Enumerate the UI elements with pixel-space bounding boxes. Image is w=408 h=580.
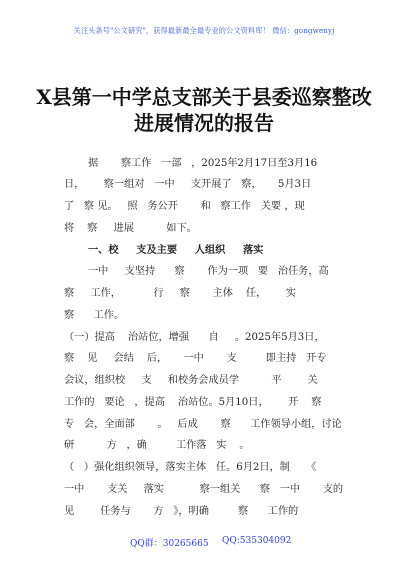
body-line-10: 察 见 会结 后， 一中 支 即主持 开专 — [64, 353, 327, 364]
body-line-12: 工作的 要论 ，提高 治站位。5月10日， 开 察 — [64, 397, 322, 408]
body-line-6: 一中 支坚持 察 作为一项 要 治任务，高 — [88, 266, 329, 277]
body-line-2: 日， 察一组对 一中 支开展了 察， 5月3日 — [64, 179, 312, 190]
body-line-7: 察 工作， 行 察 主体 任， 实 — [64, 288, 296, 299]
body-line-14: 研 方 ，确 工作落 实 。 — [64, 440, 250, 451]
section-heading-1: 一、校 支及主要 人组织 落实 — [88, 244, 264, 256]
body-line-9: （一）提高 治站位，增强 自 。2025年5月3日， — [64, 332, 325, 343]
body-line-4: 将 察 进展 如下。 — [64, 223, 197, 234]
body-line-8: 察 工作。 — [64, 310, 125, 321]
document-title — [0, 84, 408, 136]
title-line-1: X县第一中学总支部关于县委巡察整改 — [36, 85, 372, 109]
body-line-17: 见 任务与 方 》，明确 察 工作的 — [64, 506, 299, 517]
body-line-13: 专 会，全面部 。 后成 察 工作领导小组，讨论 — [64, 419, 342, 430]
top-banner: 关注头条号"公文研究"，获得最新最全最专业的公文资料库！ 微信：gongwenyj — [73, 26, 335, 35]
body-line-1: 据 察工作 一部 ，2025年2月17日至3月16 — [88, 158, 318, 169]
footer-qq: QQ:535304092 — [222, 536, 292, 546]
body-line-16: 一中 支关 落实 察一组关 察 一中 支的 — [64, 484, 344, 495]
body-line-3: 了 察 见。 照 务公开 和 察工作 关要 ，现 — [64, 201, 305, 212]
footer-qq-group: QQ群：30265665 — [130, 539, 209, 549]
body-line-11: 会议，组织校 支 和校务会成员学 平 关 — [64, 375, 318, 386]
title-line-2: 进展情况的报告 — [134, 111, 274, 135]
body-line-15: （ ）强化组织领导，落实主体 任。6月2日，制 《 — [64, 462, 317, 473]
